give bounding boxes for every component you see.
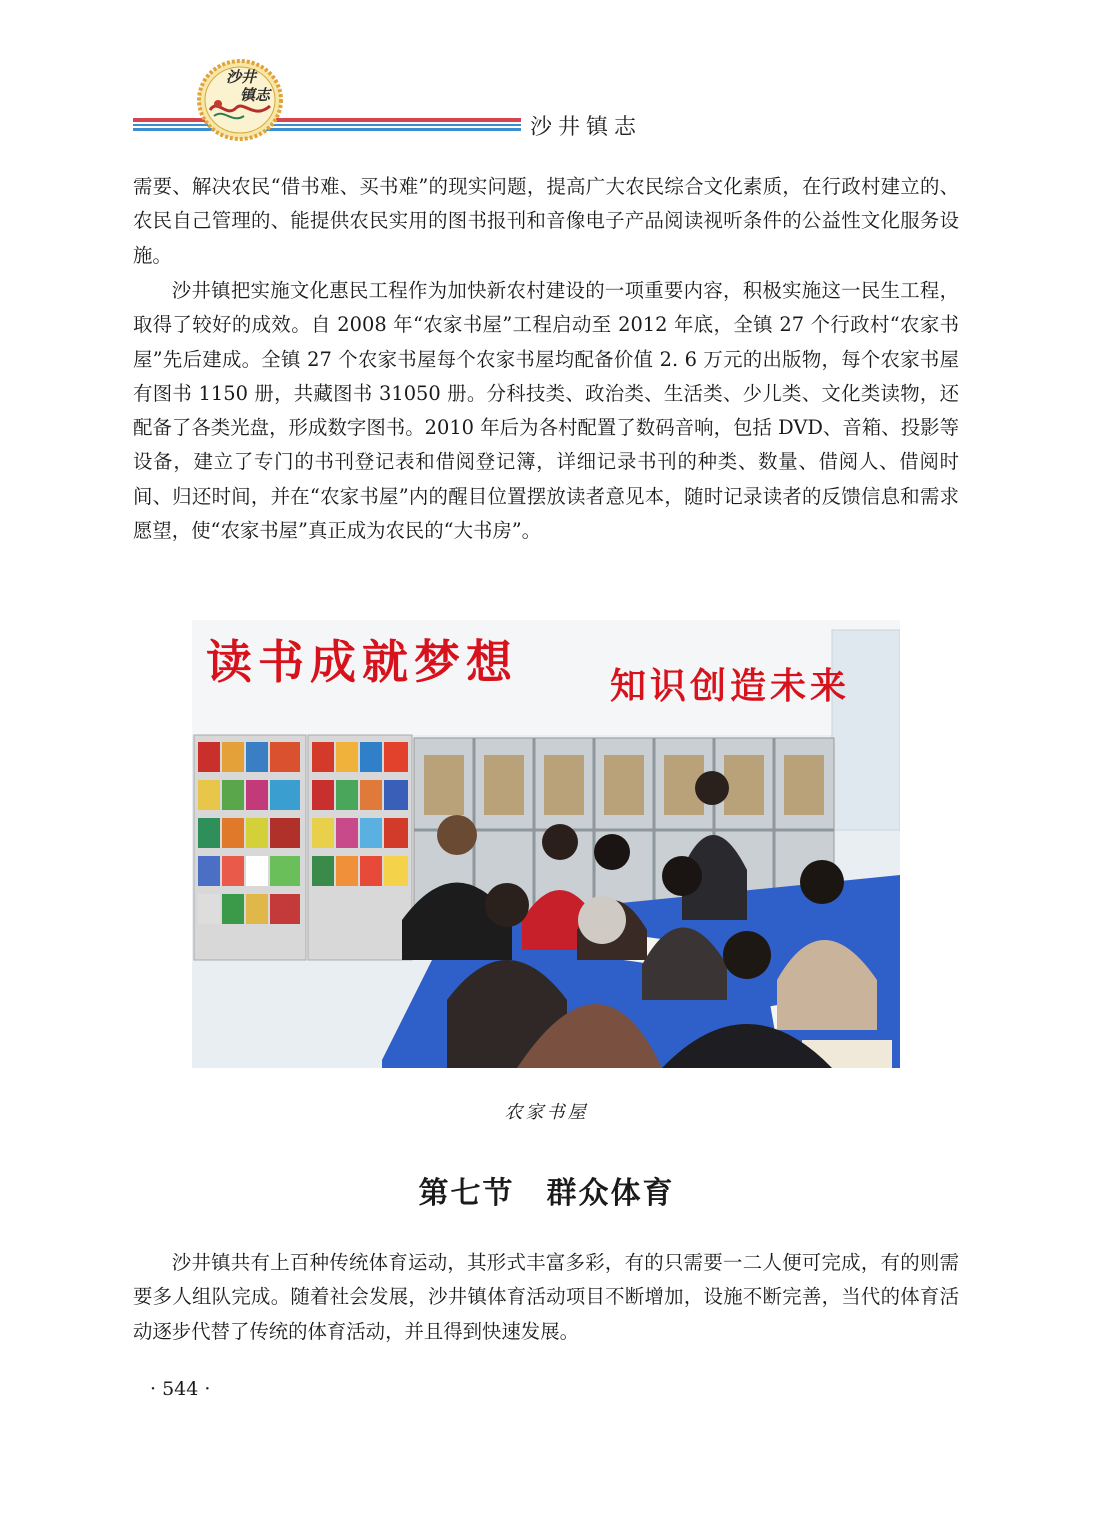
body-paragraph-1: 需要、解决农民“借书难、买书难”的现实问题，提高广大农民综合文化素质，在行政村建立的、农民自己管理的、能提供农民实用的图书报刊和音像电子产品阅读视听条件的公益性文化服务设施。 — [133, 175, 959, 267]
header-rule — [133, 118, 521, 134]
page-number: · 544 · — [150, 1378, 211, 1400]
reading-room-photo — [192, 620, 900, 1068]
section-heading: 第七节 群众体育 — [418, 1176, 675, 1211]
photo-banner-left: 读书成就梦想 — [206, 635, 518, 689]
figure-caption: 农家书屋 — [504, 1102, 589, 1123]
page-header — [0, 0, 1093, 150]
body-paragraph-2: 沙井镇把实施文化惠民工程作为加快新农村建设的一项重要内容，积极实施这一民生工程，取得了较好的成效。自 2008 年“农家书屋”工程启动至 2012 年底，全镇 27 个行政村“农家书屋”先后建成。全镇 27 个农家书屋每个农家书屋均配备价值 2. 6 万元的出版物，每个农家书屋有图书 1150 册，共藏图书 31050 册。分科技类、政治类、生活类、少儿类、文化类读物，还配备了各类光盘，形成数字图书。2010 年后为各村配置了数码音响，包括 DVD、音箱、投影等设备，建立了专门的书刊登记表和借阅登记簿，详细记录书刊的种类、数量、借阅人、借阅时间、归还时间，并在“农家书屋”内的醒目位置摆放读者意见本，随时记录读者的反馈信息和需求愿望，使“农家书屋”真正成为农民的“大书房”。 — [133, 279, 959, 543]
logo-text-bottom: 镇志 — [240, 86, 271, 104]
running-title: 沙井镇志 — [530, 115, 643, 140]
logo-text-top: 沙井 — [226, 68, 257, 86]
town-logo — [196, 58, 284, 142]
photo-banner-right: 知识创造未来 — [610, 665, 851, 707]
section-paragraph: 沙井镇共有上百种传统体育运动，其形式丰富多彩，有的只需要一二人便可完成，有的则需要多人组队完成。随着社会发展，沙井镇体育活动项目不断增加，设施不断完善，当代的体育活动逐步代替了传统的体育活动，并且得到快速发展。 — [133, 1251, 959, 1343]
